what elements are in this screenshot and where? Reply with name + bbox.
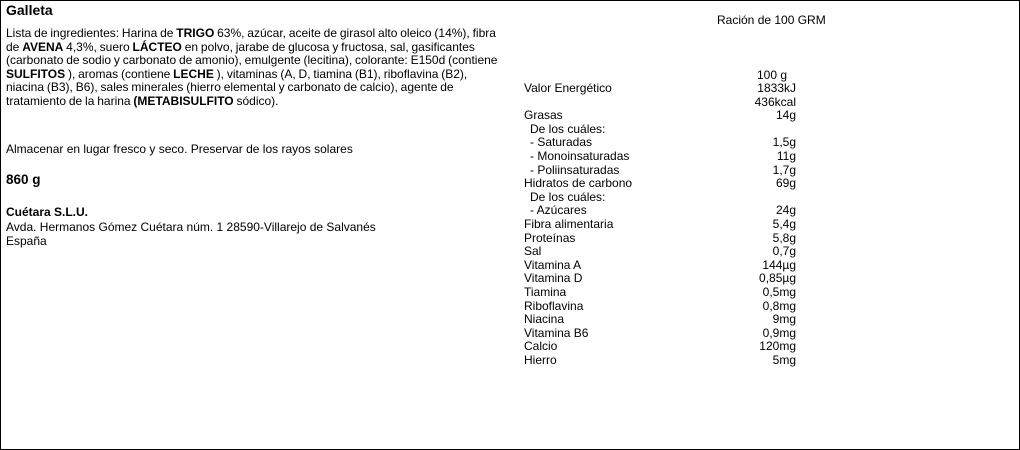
- ingredients-text: en polvo, jarabe de glucosa y fructosa, sal, gasificantes (carbonato de sodio y carbonato de amonio), emulgente (lecitina), colorante: E150d (contiene: [6, 39, 498, 67]
- serving-size: Ración de 100 GRM: [717, 13, 826, 27]
- nutrient-label: Proteínas: [524, 230, 576, 245]
- nutrition-row: [524, 81, 796, 95]
- nutrition-row: [524, 326, 796, 340]
- nutrient-label: Hidratos de carbono: [524, 176, 633, 191]
- allergen-text: (METABISULFITO: [133, 93, 234, 108]
- nutrient-value: 5,4g: [772, 217, 796, 231]
- nutrient-value: 11g: [776, 149, 796, 163]
- ingredients-list: [6, 27, 498, 108]
- nutrient-label: - Monoinsaturadas: [530, 149, 630, 163]
- nutrient-label: - Poliinsaturadas: [530, 162, 620, 177]
- nutrition-row: [524, 190, 796, 204]
- nutrition-row: [524, 122, 796, 136]
- nutrition-row: [524, 217, 796, 231]
- nutrient-value: 14g: [775, 108, 796, 123]
- ingredients-text: ), aromas (contiene: [65, 66, 174, 81]
- nutrient-label: De los cuáles:: [530, 189, 606, 204]
- ingredients-text: 4,3%, suero: [63, 39, 133, 54]
- nutrition-row: [524, 149, 796, 163]
- nutrient-label: Vitamina D: [524, 271, 583, 286]
- allergen-text: LÁCTEO: [132, 39, 182, 54]
- nutrient-value: 436kcal: [754, 94, 796, 109]
- company-country: España: [6, 234, 47, 248]
- product-title: Galleta: [6, 2, 53, 18]
- company-address: Avda. Hermanos Gómez Cuétara núm. 1 28590-Villarejo de Salvanés: [6, 220, 376, 234]
- nutrient-label: Fibra alimentaria: [524, 217, 614, 231]
- nutrient-label: - Saturadas: [530, 135, 593, 150]
- nutrient-value: 120mg: [759, 339, 796, 354]
- nutrition-row: [524, 108, 796, 122]
- nutrition-row: [524, 271, 796, 285]
- nutrient-label: Sal: [524, 244, 542, 259]
- nutrient-value: 1833kJ: [757, 81, 796, 95]
- nutrition-row: [524, 312, 796, 326]
- allergen-text: LECHE: [173, 66, 214, 81]
- nutrient-value: 0,8mg: [762, 298, 796, 313]
- nutrient-value: 24g: [775, 203, 796, 218]
- nutrient-label: Vitamina A: [524, 257, 582, 272]
- nutrient-value: 144µg: [762, 257, 796, 272]
- nutrition-row: [524, 353, 796, 367]
- nutrient-label: De los cuáles:: [530, 121, 606, 136]
- nutrient-label: Tiamina: [524, 285, 567, 299]
- storage-instructions: Almacenar en lugar fresco y seco. Preservar de los rayos solares: [6, 142, 353, 156]
- nutrient-label: Riboflavina: [524, 298, 584, 313]
- nutrient-value: 69g: [775, 176, 796, 191]
- nutrient-label: Grasas: [524, 108, 563, 123]
- nutrition-row: [524, 163, 796, 177]
- nutrient-value: 9mg: [772, 312, 796, 327]
- ingredients-text: 63%, azúcar, aceite de girasol alto oleico (14%), fibra de: [6, 26, 496, 54]
- nutrient-value: 5,8g: [772, 230, 796, 245]
- nutrient-label: Vitamina B6: [524, 325, 589, 340]
- nutrient-value: 5mg: [772, 353, 796, 367]
- nutrient-value: 0,9mg: [762, 325, 796, 340]
- nutrition-row: [524, 203, 796, 217]
- nutrient-value: 1,5g: [772, 135, 796, 150]
- nutrition-row: [524, 244, 796, 258]
- nutrition-row: [524, 135, 796, 149]
- nutrient-value: 0,5mg: [762, 285, 796, 299]
- nutrient-value: 0,7g: [772, 244, 796, 259]
- allergen-text: TRIGO: [176, 26, 215, 40]
- ingredients-text: ), vitaminas (A, D, tiamina (B1), riboflavina (B2), niacina (B3), B6), sales minerales (hierro elemental y carbonato de calcio), agente de tratamiento de la harina: [6, 66, 468, 108]
- nutrient-value: 1,7g: [772, 162, 796, 177]
- allergen-text: SULFITOS: [6, 66, 66, 81]
- nutrition-row: [524, 95, 796, 109]
- nutrition-amount-header: 100 g: [757, 68, 788, 82]
- nutrition-row: [524, 285, 796, 299]
- nutrient-label: Calcio: [524, 339, 558, 354]
- nutrient-label: - Azúcares: [530, 203, 587, 218]
- company-name: Cuétara S.L.U.: [6, 205, 89, 219]
- nutrient-label: Valor Energético: [524, 81, 612, 95]
- nutrient-label: Niacina: [524, 312, 565, 327]
- net-weight: 860 g: [6, 172, 41, 187]
- ingredients-text: sódico).: [233, 93, 279, 108]
- nutrition-row: [524, 339, 796, 353]
- ingredients-text: Lista de ingredientes: Harina de: [6, 26, 177, 40]
- nutrition-row: [524, 231, 796, 245]
- allergen-text: AVENA: [22, 39, 64, 54]
- nutrient-label: Hierro: [524, 353, 557, 367]
- nutrition-row: [524, 176, 796, 190]
- nutrition-row: [524, 299, 796, 313]
- nutrition-row: [524, 258, 796, 272]
- nutrient-value: 0,85µg: [759, 271, 796, 286]
